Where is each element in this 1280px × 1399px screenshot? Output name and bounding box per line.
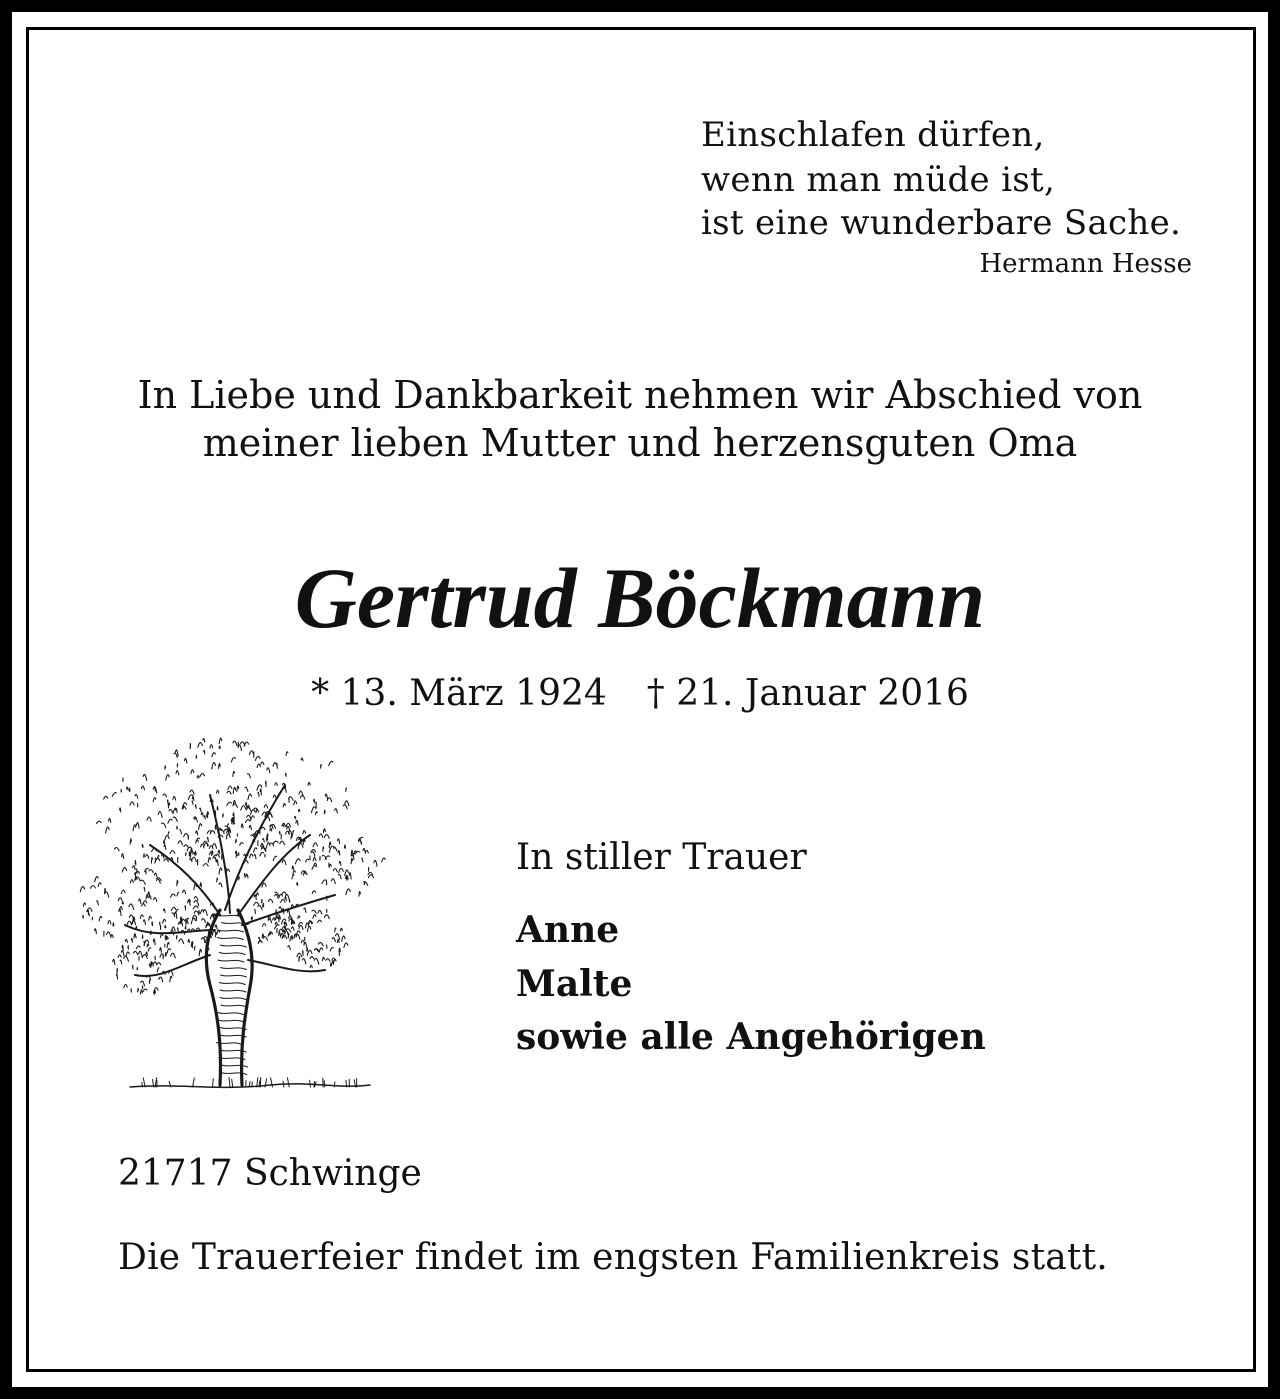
intro-line-2: meiner lieben Mutter und herzensguten Oma	[202, 421, 1078, 465]
mourner-name-2: Malte	[516, 963, 633, 1005]
death-date: † 21. Januar 2016	[646, 673, 969, 714]
service-note: Die Trauerfeier findet im engsten Familienkreis statt.	[118, 1237, 1108, 1278]
birth-date: * 13. März 1924	[311, 673, 607, 714]
quote-line-2: wenn man müde ist,	[701, 160, 1056, 200]
intro-line-1: In Liebe und Dankbarkeit nehmen wir Abschied von	[137, 373, 1143, 417]
tree-icon	[70, 725, 390, 1095]
mourning-heading: In stiller Trauer	[516, 837, 807, 878]
deceased-name: Gertrud Böckmann	[294, 550, 986, 646]
mourner-name-3: sowie alle Angehörigen	[516, 1016, 986, 1058]
place: 21717 Schwinge	[118, 1153, 422, 1194]
quote-line-1: Einschlafen dürfen,	[701, 115, 1045, 155]
mourner-name-1: Anne	[516, 909, 620, 951]
quote-line-3: ist eine wunderbare Sache.	[701, 203, 1182, 243]
life-dates	[0, 672, 1280, 716]
quote-author: Hermann Hesse	[979, 249, 1192, 279]
